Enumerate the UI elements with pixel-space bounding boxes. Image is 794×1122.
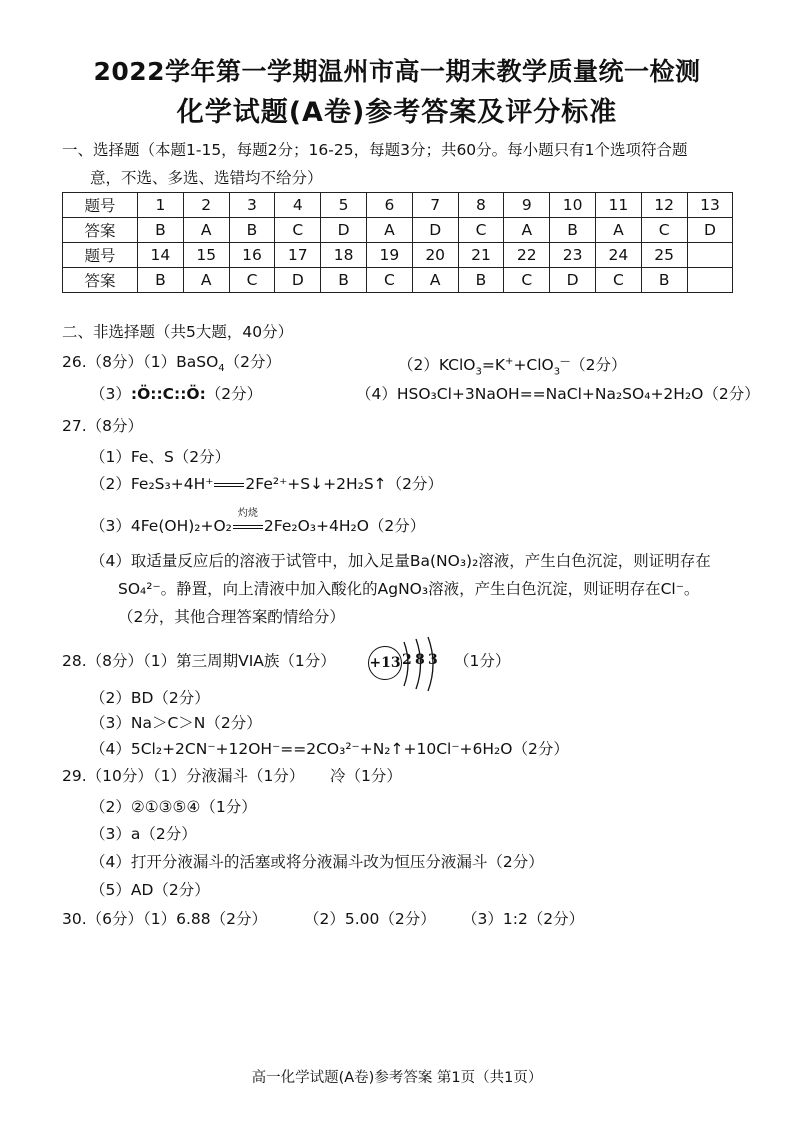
page-subtitle: 化学试题(A卷)参考答案及评分标准 [176,97,618,128]
section1-heading: 一、选择题（本题1-15，每题2分；16-25，每题3分；共60分。每小题只有1个选项符合题 [62,141,688,159]
table-cell: 20 [412,243,458,268]
table-cell: 3 [229,193,275,218]
table-cell: 5 [321,193,367,218]
table-cell: 8 [458,193,504,218]
table-cell: D [687,218,733,243]
row-header: 题号 [63,193,138,218]
table-cell: B [138,218,184,243]
table-cell: A [595,218,641,243]
q27-part3: （3）4Fe(OH)₂+O₂ 灼烧 2Fe₂O₃+4H₂O（2分） [90,508,426,535]
table-cell: 4 [275,193,321,218]
table-cell: 24 [595,243,641,268]
table-cell: D [412,218,458,243]
table-cell: B [229,218,275,243]
q28-part1: 28.（8分）（1）第三周期VIA族（1分） [62,652,336,670]
q27-part1: （1）Fe、S（2分） [90,448,231,466]
q26-part4: （4）HSO₃Cl+3NaOH==NaCl+Na₂SO₄+2H₂O（2分） [356,385,760,403]
shell-electrons-1: 2 [402,652,412,668]
page-footer: 高一化学试题(A卷)参考答案 第1页（共1页） [251,1070,543,1086]
table-cell: D [275,268,321,293]
table-cell: D [550,268,596,293]
table-row [63,193,733,218]
q27-heading: 27.（8分） [62,417,144,435]
table-cell: A [412,268,458,293]
row-header: 答案 [63,268,138,293]
co2-electron-formula: :Ö::C::Ö: [130,385,206,403]
q26-part2: （2）KClO$_3$=K++ClO$_3$—（2分） [398,356,627,378]
table-cell: 12 [641,193,687,218]
table-cell: A [366,218,412,243]
q30-part2: （2）5.00（2分） [304,910,436,928]
table-cell: 25 [641,243,687,268]
table-cell: 11 [595,193,641,218]
table-cell: 10 [550,193,596,218]
table-cell: 18 [321,243,367,268]
q28-part3: （3）Na＞C＞N（2分） [90,714,262,732]
q29-part5: （5）AD（2分） [90,881,210,899]
table-cell: 2 [183,193,229,218]
q28-part4: （4）5Cl₂+2CN⁻+12OH⁻==2CO₃²⁻+N₂↑+10Cl⁻+6H₂O（2分） [90,740,569,758]
atom-nucleus: +13 [368,646,402,680]
table-cell: 6 [366,193,412,218]
table-cell: 17 [275,243,321,268]
q27-part4-cont: SO₄²⁻。静置，向上清液中加入酸化的AgNO₃溶液，产生白色沉淀，则证明存在Cl⁻。 [118,580,700,598]
table-cell: 1 [138,193,184,218]
condition-equals: 灼烧 [232,516,264,536]
table-cell: C [641,218,687,243]
section2-heading: 二、非选择题（共5大题，40分） [62,323,294,341]
q27-part4-note: （2分，其他合理答案酌情给分） [118,608,345,626]
table-cell: 15 [183,243,229,268]
table-cell: 13 [687,193,733,218]
shell-electrons-2: 8 [415,652,425,668]
table-cell [687,268,733,293]
q28-part2: （2）BD（2分） [90,689,210,707]
table-cell: D [321,218,367,243]
table-cell: 9 [504,193,550,218]
page-title: 2022学年第一学期温州市高一期末教学质量统一检测 [93,57,701,86]
table-cell: B [641,268,687,293]
table-cell: A [504,218,550,243]
table-cell: B [458,268,504,293]
table-cell: B [550,218,596,243]
q29-part1: 29.（10分）（1）分液漏斗（1分） [62,767,305,785]
table-cell: C [366,268,412,293]
q27-part4: （4）取适量反应后的溶液于试管中，加入足量Ba(NO₃)₂溶液，产生白色沉淀，则证明存在 [90,552,711,570]
answer-table [62,192,733,293]
table-cell: 16 [229,243,275,268]
shell-electrons-3: 3 [428,652,438,668]
table-cell: 14 [138,243,184,268]
table-cell [687,243,733,268]
q30-part3: （3）1:2（2分） [462,910,585,928]
table-cell: 21 [458,243,504,268]
row-header: 答案 [63,218,138,243]
q29-part2: （2）②①③⑤④（1分） [90,798,257,816]
q26-part3: （3）:Ö::C::Ö:（2分） [90,385,263,403]
table-cell: C [595,268,641,293]
section1-heading-cont: 意，不选、多选、选错均不给分） [90,169,323,187]
table-cell: B [321,268,367,293]
q29-part1b: 冷（1分） [330,767,402,785]
table-cell: A [183,218,229,243]
q28-part1-score: （1分） [454,652,511,670]
table-cell: C [229,268,275,293]
q26-part1: 26.（8分）（1）BaSO$_4$（2分） [62,353,282,375]
q30-part1: 30.（6分）（1）6.88（2分） [62,910,267,928]
table-cell: 7 [412,193,458,218]
row-header: 题号 [63,243,138,268]
table-cell: 23 [550,243,596,268]
table-cell: C [275,218,321,243]
table-row [63,268,733,293]
table-cell: 22 [504,243,550,268]
table-cell: A [183,268,229,293]
q29-part4: （4）打开分液漏斗的活塞或将分液漏斗改为恒压分液漏斗（2分） [90,853,544,871]
table-row [63,218,733,243]
table-cell: C [458,218,504,243]
table-cell: 19 [366,243,412,268]
equals-sign [214,483,244,487]
table-cell: B [138,268,184,293]
table-row [63,243,733,268]
table-cell: C [504,268,550,293]
q27-part2: （2）Fe₂S₃+4H⁺ 2Fe²⁺+S↓+2H₂S↑（2分） [90,475,444,493]
q29-part3: （3）a（2分） [90,825,197,843]
